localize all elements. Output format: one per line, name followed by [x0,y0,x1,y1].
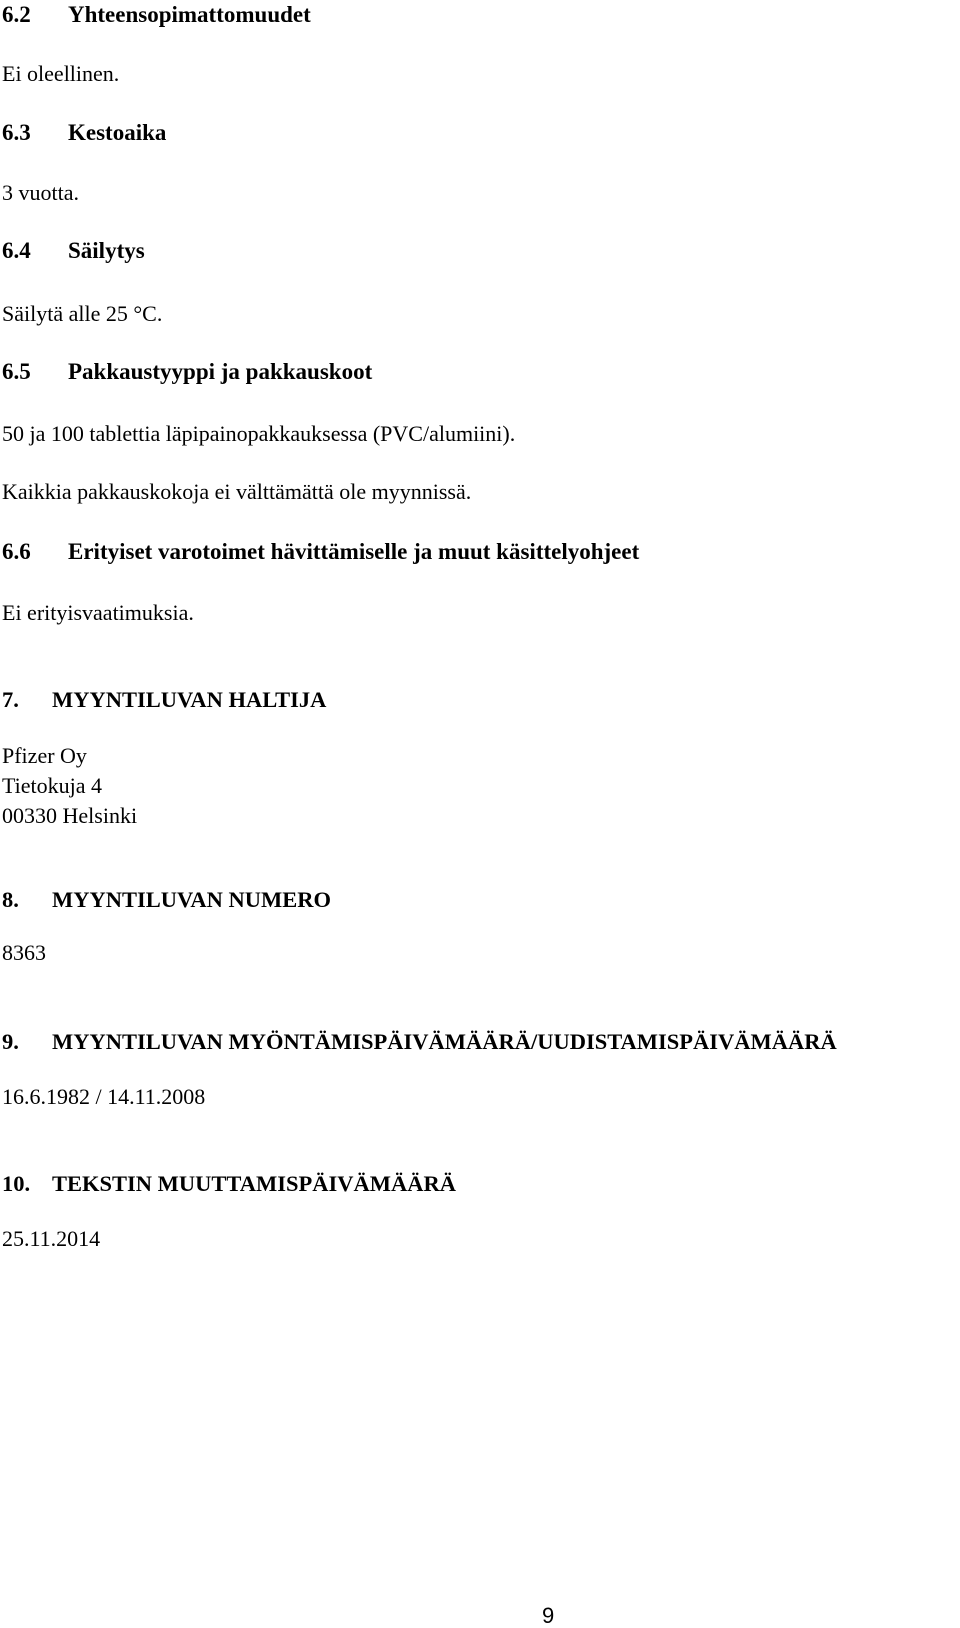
holder-city: 00330 Helsinki [2,803,138,828]
holder-name: Pfizer Oy [2,743,87,768]
section-title: MYYNTILUVAN HALTIJA [52,687,327,712]
section-number: 6.4 [2,238,31,263]
section-text-6-2: Ei oleellinen. [2,61,120,86]
section-title: MYYNTILUVAN MYÖNTÄMISPÄIVÄMÄÄRÄ/UUDISTAMISPÄIVÄMÄÄRÄ [52,1029,837,1054]
section-heading-8 [2,889,331,912]
section-title: MYYNTILUVAN NUMERO [52,887,331,912]
section-text-10: 25.11.2014 [2,1226,101,1251]
section-text-6-6: Ei erityisvaatimuksia. [2,600,194,625]
section-number: 8. [2,887,19,912]
section-heading-7 [2,689,326,712]
section-number: 10. [2,1171,31,1196]
section-number: 6.2 [2,2,31,27]
section-text-9: 16.6.1982 / 14.11.2008 [2,1084,206,1109]
section-title: Erityiset varotoimet hävittämiselle ja muut käsittelyohjeet [68,539,640,564]
section-text-6-5-line-2: Kaikkia pakkauskokoja ei välttämättä ole myynnissä. [2,479,472,504]
section-text-6-4: Säilytä alle 25 °C. [2,301,163,326]
section-text-6-3: 3 vuotta. [2,180,79,205]
section-title: Kestoaika [68,120,167,145]
section-title: Yhteensopimattomuudet [68,2,311,27]
section-text-6-5-line-1: 50 ja 100 tablettia läpipainopakkauksessa (PVC/alumiini). [2,421,516,446]
section-title: TEKSTIN MUUTTAMISPÄIVÄMÄÄRÄ [52,1171,456,1196]
section-text-8: 8363 [2,940,46,965]
section-heading-6-2 [2,3,311,26]
section-heading-10 [2,1173,456,1196]
section-title: Säilytys [68,238,145,263]
section-heading-6-6 [2,540,639,563]
section-heading-6-3 [2,121,166,144]
page-number: 9 [542,1603,555,1628]
section-heading-6-5 [2,360,372,383]
section-number: 6.3 [2,120,31,145]
section-title: Pakkaustyyppi ja pakkauskoot [68,359,373,384]
section-heading-6-4 [2,239,145,262]
holder-street: Tietokuja 4 [2,773,103,798]
section-number: 9. [2,1029,19,1054]
holder-address [2,741,137,831]
section-number: 7. [2,687,19,712]
section-heading-9 [2,1031,837,1054]
section-number: 6.6 [2,539,31,564]
section-number: 6.5 [2,359,31,384]
